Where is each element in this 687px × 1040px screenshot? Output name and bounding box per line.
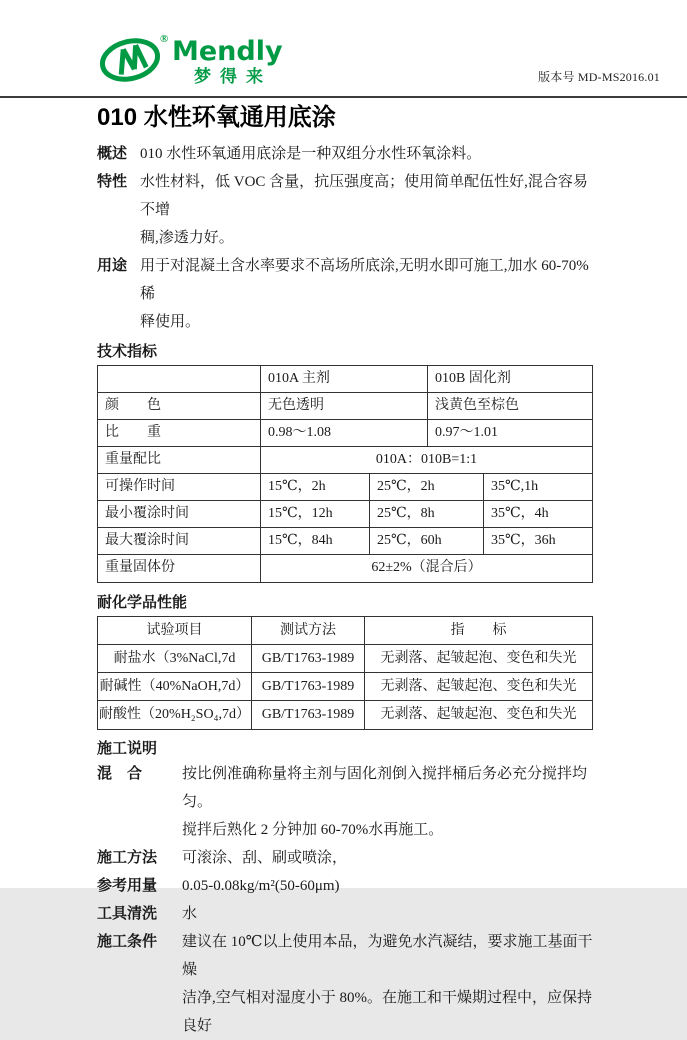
cell-value: 0.98～1.08 — [261, 420, 428, 446]
construction-item-cleaning — [97, 900, 593, 928]
construction-item-conditions — [97, 928, 593, 1040]
text-line: 用于对混凝土含水率要求不高场所底涂,无明水即可施工,加水 60-70%稀 — [140, 258, 589, 302]
item-label: 参考用量 — [97, 877, 158, 894]
cell-test-item: 耐酸性（20%H₂SO₄,7d） — [98, 701, 252, 729]
section-label: 概述 — [97, 145, 128, 162]
cell-value: 浅黄色至棕色 — [435, 398, 519, 413]
document-body — [97, 100, 593, 1040]
item-label: 混 合 — [97, 765, 143, 782]
text-line: 洁净,空气相对湿度小于 80%。在施工和干燥期过程中，应保持良好 — [182, 990, 592, 1034]
item-text: 0.05-0.08kg/m²(50-60μm) — [182, 878, 340, 894]
table-row — [98, 474, 592, 501]
cell-value: 35℃,1h — [491, 479, 539, 494]
cell-row-label: 重量固体份 — [98, 555, 261, 582]
item-text: 水 — [182, 906, 198, 922]
item-label: 施工方法 — [97, 849, 158, 866]
table-row — [98, 366, 592, 393]
cell-component-a-header: 010A 主剂 — [261, 366, 428, 392]
text-line: 建议在 10℃以上使用本品，为避免水汽凝结，要求施工基面干燥 — [182, 934, 593, 978]
cell-row-label: 颜 色 — [98, 393, 261, 419]
cell-indicator: 无剥落、起皱起泡、变色和失光 — [380, 707, 577, 722]
cell-component-b-header: 010B 固化剂 — [435, 371, 511, 386]
mendly-m-icon — [98, 35, 161, 84]
cell-value: 无色透明 — [261, 393, 428, 419]
cell-test-item: 耐碱性（40%NaOH,7d） — [98, 673, 252, 700]
cell-row-label: 最小覆涂时间 — [98, 501, 261, 527]
construction-item-mixing — [97, 760, 593, 844]
cell-indicator: 无剥落、起皱起泡、变色和失光 — [380, 679, 577, 694]
chem-resistance-table — [97, 616, 593, 730]
cell-value: 010A：010B=1:1 — [375, 452, 478, 467]
cell-indicator: 无剥落、起皱起泡、变色和失光 — [380, 651, 577, 666]
tech-spec-heading: 技术指标 — [97, 343, 158, 360]
table-row — [98, 673, 592, 701]
section-label: 特性 — [97, 173, 128, 190]
construction-item-method — [97, 844, 593, 872]
tech-spec-table — [97, 365, 593, 583]
item-text — [182, 760, 593, 844]
document-title: 010 水性环氧通用底涂 — [97, 104, 336, 131]
text-line: 水性材料，低 VOC 含量，抗压强度高；使用简单配伍性好,混合容易不增 — [140, 174, 588, 218]
cell-value: 25℃，2h — [370, 474, 484, 500]
table-row — [98, 420, 592, 447]
text-line: 稠,渗透力好。 — [140, 230, 234, 246]
company-logo — [98, 26, 333, 90]
item-label: 工具清洗 — [97, 905, 158, 922]
cell-value: 15℃，2h — [261, 474, 370, 500]
cell-row-label: 重量配比 — [98, 447, 261, 473]
cell-row-label: 可操作时间 — [98, 474, 261, 500]
brand-name: Mendly — [172, 36, 283, 67]
item-text — [182, 928, 593, 1040]
cell-blank — [98, 366, 261, 392]
table-row — [98, 701, 592, 729]
section-usage — [97, 252, 593, 336]
construction-heading: 施工说明 — [97, 740, 158, 757]
cell-value: 35℃，4h — [491, 506, 549, 521]
cell-test-method: GB/T1763-1989 — [252, 645, 365, 672]
cell-value: 25℃，8h — [370, 501, 484, 527]
cell-value: 15℃，12h — [261, 501, 370, 527]
version-number: 版本号 MD-MS2016.01 — [538, 70, 660, 84]
table-row — [98, 555, 592, 582]
section-text: 010 水性环氧通用底涂是一种双组分水性环氧涂料。 — [140, 146, 482, 162]
section-features — [97, 168, 593, 252]
registered-trademark-icon: ® — [160, 33, 169, 45]
cell-row-label: 最大覆涂时间 — [98, 528, 261, 554]
cell-value: 25℃，60h — [370, 528, 484, 554]
cell-test-method-header: 测试方法 — [252, 617, 365, 644]
construction-item-coverage — [97, 872, 593, 900]
text-line: 搅拌后熟化 2 分钟加 60-70%水再施工。 — [182, 822, 444, 838]
cell-value: 35℃，36h — [491, 533, 556, 548]
cell-test-item-header: 试验项目 — [98, 617, 252, 644]
cell-test-method: GB/T1763-1989 — [252, 673, 365, 700]
table-header-row — [98, 617, 592, 645]
cell-value: 62±2%（混合后） — [371, 560, 482, 575]
table-row — [98, 528, 592, 555]
table-row — [98, 447, 592, 474]
text-line: 释使用。 — [140, 314, 201, 330]
brand-name-cn: 梦得来 — [194, 67, 272, 87]
table-row — [98, 645, 592, 673]
table-row — [98, 501, 592, 528]
cell-test-method: GB/T1763-1989 — [252, 701, 365, 729]
section-text — [140, 252, 593, 336]
cell-indicator-header: 指 标 — [450, 623, 507, 638]
header-rule — [0, 96, 687, 98]
chem-resistance-heading: 耐化学品性能 — [97, 594, 188, 611]
text-line: 按比例准确称量将主剂与固化剂倒入搅拌桶后务必充分搅拌均匀。 — [182, 766, 588, 810]
cell-test-item: 耐盐水（3%NaCl,7d — [98, 645, 252, 672]
item-label: 施工条件 — [97, 933, 158, 950]
section-label: 用途 — [97, 257, 128, 274]
cell-value: 0.97～1.01 — [435, 425, 498, 440]
section-overview — [97, 140, 593, 168]
cell-row-label: 比 重 — [98, 420, 261, 446]
item-text: 可滚涂、刮、刷或喷涂， — [182, 850, 348, 866]
table-row — [98, 393, 592, 420]
section-text — [140, 168, 593, 252]
cell-value: 15℃，84h — [261, 528, 370, 554]
